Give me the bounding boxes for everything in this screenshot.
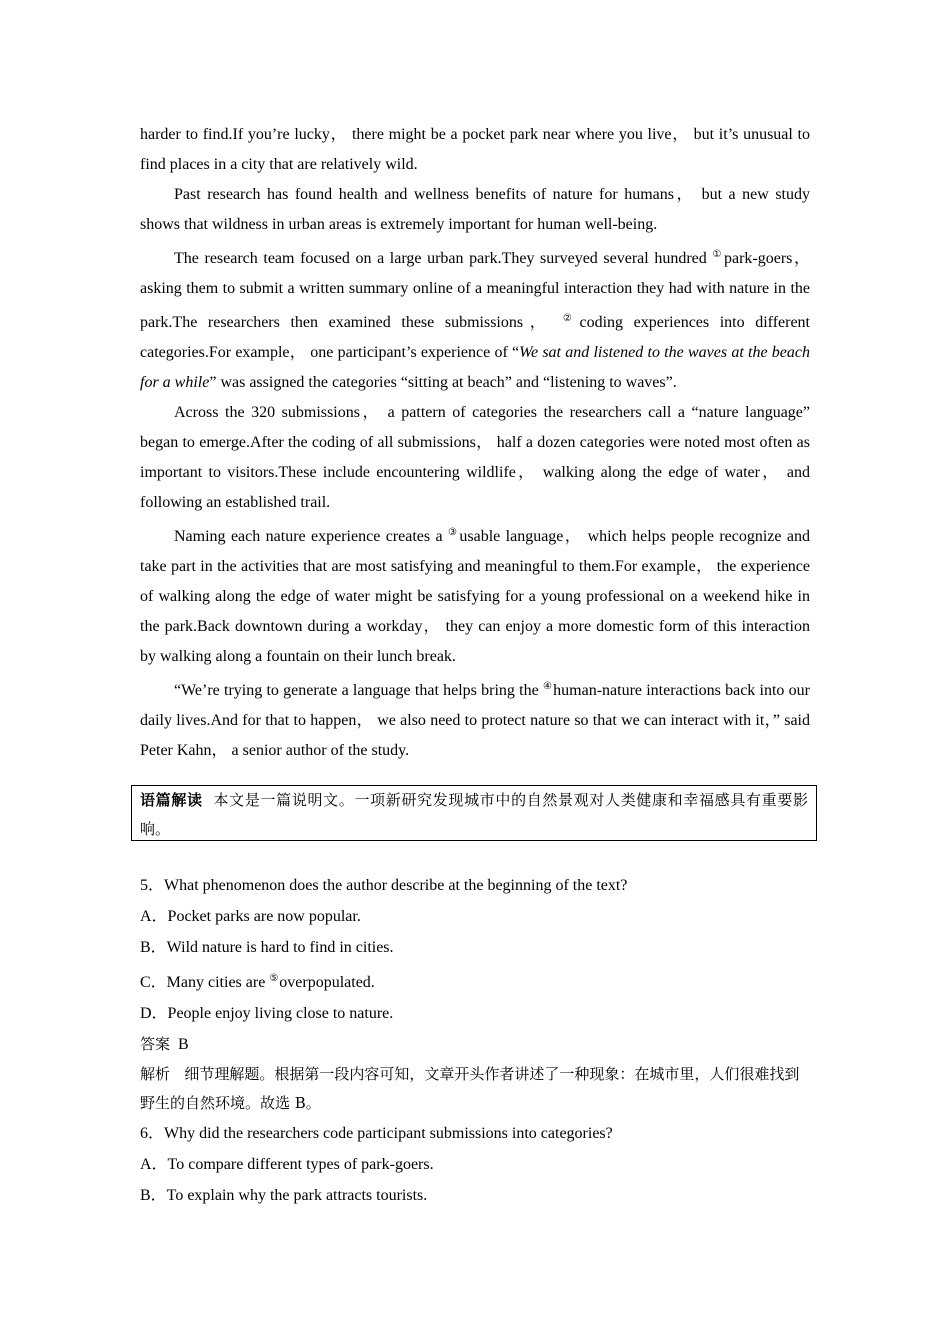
marker-1: ①	[712, 249, 723, 260]
paragraph-4: Across the 320 submissions， a pattern of categories the researchers call a “nature language” began to emerge.After the coding of all submissions， half a dozen categories were noted most often as important to visitors.These include encountering wildlife， walking along the edge of water， and following an established trail.	[140, 404, 810, 511]
analysis-text: 本文是一篇说明文。一项新研究发现城市中的自然景观对人类健康和幸福感具有重要影响。	[140, 791, 808, 838]
paragraph-2: Past research has found health and wellness benefits of nature for humans， but a new study shows that wildness in urban areas is extremely important for human well-being.	[140, 186, 810, 233]
q5-stem: 5．What phenomenon does the author describe at the beginning of the text?	[140, 877, 628, 894]
paragraph-3-part-4: ” was assigned the categories “sitting at beach” and “listening to waves”.	[209, 374, 677, 391]
explain-label: 解析	[140, 1065, 171, 1083]
marker-4: ④	[542, 681, 553, 692]
q5-answer	[140, 1029, 810, 1060]
quoted-experience: We sat and listened to the waves at the beach for a while	[140, 344, 810, 391]
q5-explanation	[140, 1060, 810, 1118]
paragraph-5-part-2: usable language， which helps people recognize and take part in the activities that are most satisfying and meaningful to them.For example， the experience of walking along the edge of water might be satisfying for a young professional on a weekend hike in the park.Back downtown during a workday， they can enjoy a more domestic form of this interaction by walking along a fountain on their lunch break.	[140, 528, 811, 665]
paragraph-5	[140, 518, 810, 672]
answer-label: 答案	[140, 1035, 171, 1053]
paragraph-5-part-1: Naming each nature experience creates a	[174, 528, 449, 545]
answer-value: B	[178, 1036, 189, 1053]
q6-stem: 6．Why did the researchers code participant submissions into categories?	[140, 1125, 613, 1142]
q5-option-a: A．Pocket parks are now popular.	[140, 908, 361, 925]
q5-option-c	[140, 963, 810, 998]
q6-option-a: A．To compare different types of park-goers.	[140, 1156, 434, 1173]
q5-option-c-part-2: overpopulated.	[279, 974, 375, 991]
paragraph-6-part-1: “We’re trying to generate a language that helps bring the	[174, 682, 543, 699]
marker-5: ⑤	[269, 973, 279, 984]
q6-option-b: B．To explain why the park attracts tourists.	[140, 1187, 428, 1204]
q5-option-b: B．Wild nature is hard to find in cities.	[140, 939, 394, 956]
paragraph-6	[140, 672, 810, 766]
marker-3: ③	[448, 527, 459, 538]
paragraph-3-part-3: coding experiences into different categories.For example， one participant’s experience of “	[140, 314, 810, 361]
paragraph-3-part-2: park-goers， asking them to submit a written summary online of a meaningful interaction they had with nature in the park.The researchers then examined these submissions，	[140, 250, 810, 331]
marker-2: ②	[562, 313, 579, 324]
questions	[140, 870, 810, 1211]
analysis-label: 语篇解读	[140, 791, 203, 809]
paragraph-3-part-1: The research team focused on a large urban park.They surveyed several hundred	[174, 250, 713, 267]
explain-text: 细节理解题。根据第一段内容可知，文章开头作者讲述了一种现象：在城市里，人们很难找到野生的自然环境。故选 B。	[140, 1065, 800, 1112]
paragraph-1: harder to find.If you’re lucky， there might be a pocket park near where you live， but it’s unusual to find places in a city that are relatively wild.	[140, 126, 811, 173]
passage	[140, 120, 810, 766]
q5-option-d: D．People enjoy living close to nature.	[140, 1005, 394, 1022]
q5-option-c-part-1: C．Many cities are	[140, 974, 270, 991]
paragraph-3	[140, 240, 810, 398]
paragraph-6-part-2: human-nature interactions back into our daily lives.And for that to happen， we also need to protect nature so that we can interact with it，” said Peter Kahn， a senior author of the study.	[140, 682, 811, 759]
analysis-box	[131, 785, 817, 841]
